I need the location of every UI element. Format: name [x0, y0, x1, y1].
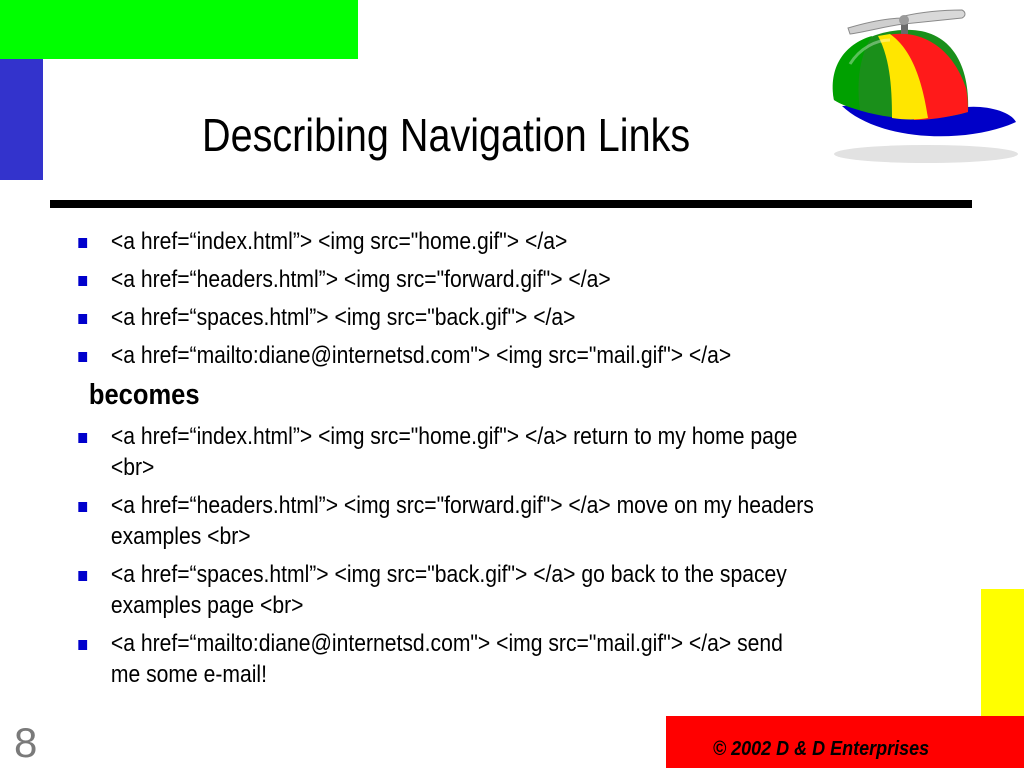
slide-number: 8: [14, 719, 38, 766]
green-accent-bar: [0, 0, 358, 59]
list-item-text: <a href=“spaces.html”> <img src="back.gif"> </a> go back to the spacey examples page <br>: [110, 561, 787, 619]
bullet-square-icon: [78, 352, 87, 362]
after-list: [0, 421, 1024, 690]
list-item: [0, 264, 815, 295]
bullet-square-icon: [78, 433, 87, 443]
list-item: [0, 421, 815, 483]
list-item: [0, 490, 815, 552]
bullet-square-icon: [78, 276, 87, 286]
yellow-accent-bar: [981, 589, 1024, 717]
becomes-label: becomes: [88, 379, 200, 411]
propeller-cap-icon: [820, 4, 1024, 164]
list-item: [0, 340, 815, 371]
before-list: [0, 226, 1024, 371]
list-item-text: <a href=“index.html”> <img src="home.gif"> </a>: [110, 228, 568, 255]
list-item-text: <a href=“index.html”> <img src="home.gif"> </a> return to my home page <br>: [110, 423, 798, 481]
list-item-text: <a href=“headers.html”> <img src="forward.gif"> </a>: [110, 266, 611, 293]
bullet-square-icon: [78, 571, 87, 581]
list-item: [0, 628, 815, 690]
slide-title: Describing Navigation Links: [202, 109, 691, 161]
list-item-text: <a href=“mailto:diane@internetsd.com"> <img src="mail.gif"> </a>: [110, 342, 732, 369]
list-item-text: <a href=“headers.html”> <img src="forward.gif"> </a> move on my headers examples <br>: [110, 492, 814, 550]
bullet-square-icon: [78, 502, 87, 512]
bullet-square-icon: [78, 640, 87, 650]
list-item: [0, 226, 815, 257]
list-item: [0, 302, 815, 333]
blue-accent-bar: [0, 59, 43, 180]
bullet-square-icon: [78, 314, 87, 324]
footer-copyright: © 2002 D & D Enterprises: [712, 738, 930, 760]
slide-content: [0, 226, 1024, 697]
title-divider: [50, 200, 972, 208]
list-item-text: <a href=“spaces.html”> <img src="back.gif"> </a>: [110, 304, 576, 331]
bullet-square-icon: [78, 238, 87, 248]
list-item-text: <a href=“mailto:diane@internetsd.com"> <img src="mail.gif"> </a> send me some e-mail!: [110, 630, 783, 688]
list-item: [0, 559, 815, 621]
